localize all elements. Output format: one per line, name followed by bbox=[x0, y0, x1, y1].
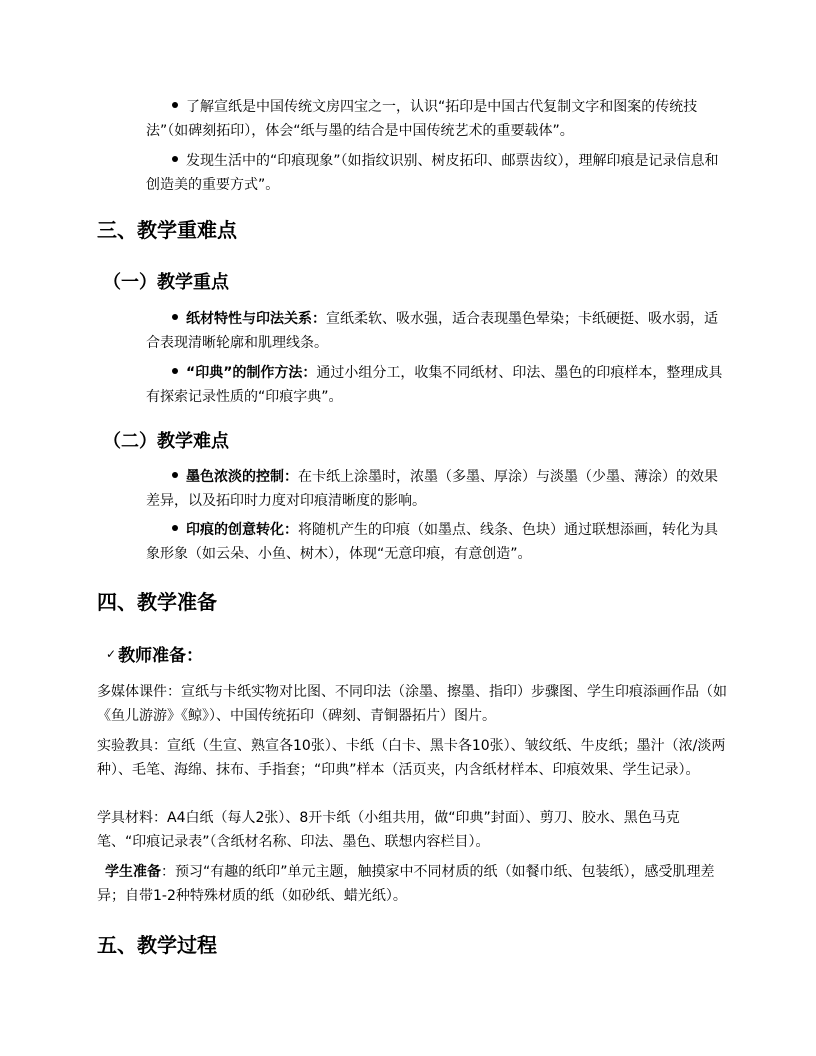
check-mark-icon: ✓ bbox=[106, 647, 117, 661]
bullet-item: 纸材特性与印法关系：宣纸柔软、吸水强，适合表现墨色晕染；卡纸硬挺、吸水弱，适合表现清晰轮廓和肌理线条。 bbox=[146, 311, 718, 351]
bullet-label: “印典”的制作方法： bbox=[186, 365, 317, 381]
bullet-dot-icon bbox=[172, 156, 178, 162]
bullet-dot-icon bbox=[172, 525, 178, 531]
bullet-label: 墨色浓淡的控制： bbox=[186, 469, 298, 485]
section-heading: 五、教学过程 bbox=[97, 933, 217, 957]
subsection-heading: （二）教学难点 bbox=[103, 431, 229, 452]
bullet-item: 发现生活中的“印痕现象”（如指纹识别、树皮拓印、邮票齿纹），理解印痕是记录信息和创造美的重要方式”。 bbox=[146, 153, 719, 193]
bullet-dot-icon bbox=[172, 102, 178, 108]
subheading: ✓ 教师准备： bbox=[106, 644, 203, 668]
paragraph: 实验教具：宣纸（生宣、熟宣各10张）、卡纸（白卡、黑卡各10张）、皱纹纸、牛皮纸；墨汁（浓/淡两种）、毛笔、海绵、抹布、手指套；“印典”样本（活页夹，内含纸材样本、印痕效果、学生记录）。 bbox=[97, 738, 726, 778]
bullet-item: 了解宣纸是中国传统文房四宝之一，认识“拓印是中国古代复制文字和图案的传统技法”（如碑刻拓印），体会“纸与墨的结合是中国传统艺术的重要载体”。 bbox=[146, 99, 698, 139]
bullet-item: 墨色浓淡的控制：在卡纸上涂墨时，浓墨（多墨、厚涂）与淡墨（少墨、薄涂）的效果差异，以及拓印时力度对印痕清晰度的影响。 bbox=[146, 469, 718, 509]
bullet-item: “印典”的制作方法：通过小组分工，收集不同纸材、印法、墨色的印痕样本，整理成具有探索记录性质的“印痕字典”。 bbox=[146, 365, 723, 405]
bullet-dot-icon bbox=[172, 472, 178, 478]
bullet-label: 纸材特性与印法关系： bbox=[186, 311, 326, 327]
bullet-item: 印痕的创意转化：将随机产生的印痕（如墨点、线条、色块）通过联想添画，转化为具象形象（如云朵、小鱼、树木），体现“无意印痕，有意创造”。 bbox=[146, 522, 718, 562]
bullet-label: 印痕的创意转化： bbox=[186, 522, 298, 538]
paragraph: 学生准备：预习“有趣的纸印”单元主题，触摸家中不同材质的纸（如餐巾纸、包装纸），感受肌理差异；自带1-2种特殊材质的纸（如砂纸、蜡光纸）。 bbox=[97, 864, 715, 904]
subsection-heading: （一）教学重点 bbox=[103, 272, 229, 293]
paragraph: 多媒体课件：宣纸与卡纸实物对比图、不同印法（涂墨、擦墨、指印）步骤图、学生印痕添画作品（如《鱼儿游游》《鲸》）、中国传统拓印（碑刻、青铜器拓片）图片。 bbox=[97, 684, 727, 724]
bullet-dot-icon bbox=[172, 368, 178, 374]
bullet-dot-icon bbox=[172, 314, 178, 320]
section-heading: 四、教学准备 bbox=[97, 590, 217, 614]
section-heading: 三、教学重难点 bbox=[97, 218, 237, 242]
paragraph-label: 学生准备 bbox=[105, 864, 161, 880]
paragraph: 学具材料：A4白纸（每人2张）、8开卡纸（小组共用，做“印典”封面）、剪刀、胶水、黑色马克笔、“印痕记录表”（含纸材名称、印法、墨色、联想内容栏目）。 bbox=[97, 810, 680, 850]
